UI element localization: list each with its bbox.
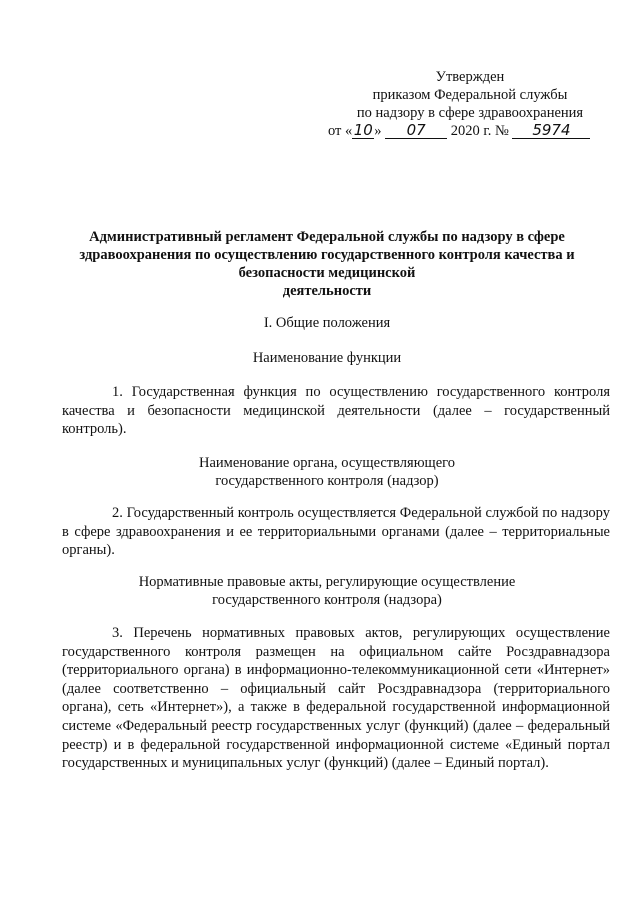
from-label: от « bbox=[328, 123, 353, 139]
approval-line-approved: Утвержден bbox=[435, 69, 505, 85]
approval-line-service: по надзору в сфере здравоохранения bbox=[356, 105, 584, 121]
normative-line-1: Нормативные правовые акты, регулирующие осуществление bbox=[138, 574, 516, 590]
section-heading-normative-acts bbox=[62, 573, 592, 609]
section-heading-organ-name bbox=[62, 454, 592, 490]
paragraph-2 bbox=[62, 504, 610, 560]
year-text: 2020 г. № bbox=[450, 123, 509, 139]
handwritten-order-number: 5974 bbox=[512, 122, 590, 139]
handwritten-day: 10 bbox=[353, 121, 373, 139]
organ-name-line-2: государственного контроля (надзор) bbox=[215, 473, 439, 489]
paragraph-1 bbox=[62, 383, 610, 439]
approval-line-order: приказом Федеральной службы bbox=[372, 87, 568, 103]
title-line-4: деятельности bbox=[282, 283, 372, 299]
title-line-2: здравоохранения по осуществлению государственного контроля качества и bbox=[79, 247, 575, 263]
paragraph-3 bbox=[62, 624, 610, 773]
section-heading-general: I. Общие положения bbox=[263, 315, 391, 331]
close-quote: » bbox=[374, 123, 382, 139]
approval-stamp bbox=[330, 68, 610, 140]
paragraph-2-text: 2. Государственный контроль осуществляется Федеральной службой по надзору в сфере здравоохранения и ее территориальными органами (далее – территориальные органы). bbox=[62, 505, 610, 559]
approval-line-date bbox=[328, 122, 608, 140]
paragraph-3-text: 3. Перечень нормативных правовых актов, регулирующих осуществление государственного контроля размещен на официальном сайте Росздравнадзора (территориального органа) в информационно-телекоммуникационной сети «Интернет» (далее соответственно – официальный сайт Росздравнадзора (территориального органа), сеть «Интернет»), а также в федеральной государственной информационной системе «Федеральный реестр государственных услуг (функций) (далее – федеральный реестр) и в федеральной государственной информационной системе «Единый портал государственных и муниципальных услуг (функций) (далее – Единый портал). bbox=[62, 625, 610, 772]
title-line-3: безопасности медицинской bbox=[238, 265, 416, 281]
section-heading-function-name: Наименование функции bbox=[252, 350, 402, 366]
handwritten-month: 07 bbox=[385, 122, 447, 139]
organ-name-line-1: Наименование органа, осуществляющего bbox=[199, 455, 455, 471]
title-line-1: Административный регламент Федеральной службы по надзору в сфере bbox=[89, 229, 565, 245]
normative-line-2: государственного контроля (надзора) bbox=[212, 592, 442, 608]
document-title bbox=[62, 228, 592, 300]
paragraph-1-text: 1. Государственная функция по осуществлению государственного контроля качества и безопасности медицинской деятельности (далее – государственный контроль). bbox=[62, 384, 610, 438]
